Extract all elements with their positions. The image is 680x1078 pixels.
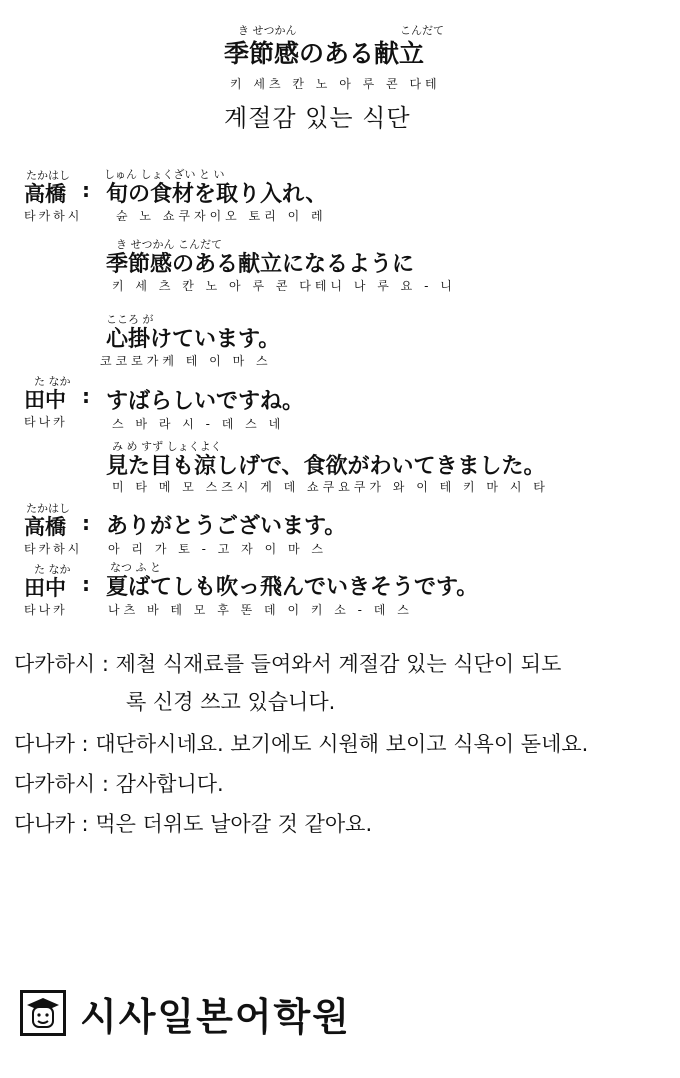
line-furigana: み め すず しょくよく: [112, 440, 222, 453]
line-japanese: すばらしいですね。: [106, 389, 305, 414]
title-korean: 계절감 있는 식단: [224, 104, 411, 132]
translation-line: [14, 768, 224, 798]
translation-speaker: 다나카: [14, 732, 75, 756]
speaker-colon: :: [82, 384, 90, 408]
speaker-colon: :: [82, 572, 90, 596]
line-japanese: 見た目も涼しげで、食欲がわいてきました。: [106, 454, 546, 479]
speaker-colon: :: [82, 178, 90, 202]
translation-text: 제철 식재료를 들여와서 계절감 있는 식단이 되도: [115, 652, 562, 676]
line-japanese: 心掛けています。: [106, 327, 281, 352]
title-japanese: 季節感のある献立: [224, 39, 425, 68]
speaker-name-jp: 田中: [24, 576, 66, 600]
line-reading: 미 타 메 모 스즈시 게 데 쇼쿠요쿠가 와 이 테 키 마 시 타: [112, 480, 549, 494]
line-japanese: 夏ばてしも吹っ飛んでいきそうです。: [106, 575, 479, 600]
speaker-name-ko: 타나카: [24, 603, 68, 617]
translation-speaker: 다나카: [14, 812, 75, 836]
title-furigana-kondate: こんだて: [400, 24, 444, 37]
line-furigana: しゅん しょくざい と い: [104, 168, 225, 181]
speaker-furigana: たかはし: [26, 169, 70, 182]
speaker-name-ko: 타카하시: [24, 542, 83, 556]
translation-speaker: 다카하시: [14, 652, 96, 676]
translation-speaker: 다카하시: [14, 772, 96, 796]
translation-colon: :: [101, 652, 109, 676]
translation-colon: :: [101, 772, 109, 796]
line-furigana: こころ が: [106, 313, 154, 326]
translation-line: [14, 648, 561, 678]
translation-line: [14, 808, 372, 838]
line-reading: 아 리 가 토 - 고 자 이 마 스: [108, 542, 327, 556]
line-reading: 키 세 츠 칸 노 아 루 콘 다테니 나 루 요 - 니: [112, 279, 456, 293]
translation-colon: :: [81, 812, 89, 836]
speaker-name-jp: 高橋: [24, 182, 66, 206]
line-reading: 나츠 바 테 모 후 똔 데 이 키 소 - 데 스: [108, 603, 413, 617]
translation-line: [14, 728, 588, 758]
translation-text: 먹은 더위도 날아갈 것 같아요.: [95, 812, 373, 836]
line-reading: 슌 노 쇼쿠자이오 토리 이 레: [116, 209, 327, 223]
line-furigana: なつ ふ と: [110, 561, 161, 574]
speaker-name-ko: 타카하시: [24, 209, 83, 223]
speaker-furigana: た なか: [34, 375, 71, 388]
speaker-name-jp: 高橋: [24, 515, 66, 539]
speaker-furigana: たかはし: [26, 502, 70, 515]
line-japanese: ありがとうございます。: [106, 514, 347, 539]
translation-line-continued: 록 신경 쓰고 있습니다.: [126, 690, 336, 714]
speaker-name-jp: 田中: [24, 388, 66, 412]
translation-text: 대단하시네요. 보기에도 시원해 보이고 식욕이 돋네요.: [95, 732, 589, 756]
line-reading: 스 바 라 시 - 데 스 네: [112, 417, 285, 431]
speaker-name-ko: 타나카: [24, 415, 68, 429]
graduate-face-icon: [20, 990, 66, 1036]
title-furigana-kisetsukan: き せつかん: [238, 24, 297, 37]
speaker-colon: :: [82, 511, 90, 535]
line-japanese: 季節感のある献立になるように: [106, 252, 415, 277]
speaker-furigana: た なか: [34, 563, 71, 576]
translation-text: 감사합니다.: [115, 772, 224, 796]
translation-colon: :: [81, 732, 89, 756]
title-reading: 키 세츠 칸 노 아 루 콘 다테: [230, 77, 441, 91]
line-furigana: き せつかん こんだて: [116, 238, 222, 251]
line-japanese: 旬の食材を取り入れ、: [106, 182, 328, 207]
line-reading: 코코로가케 테 이 마 스: [100, 354, 272, 368]
brand-logo-text: 시사일본어학원: [80, 995, 351, 1039]
